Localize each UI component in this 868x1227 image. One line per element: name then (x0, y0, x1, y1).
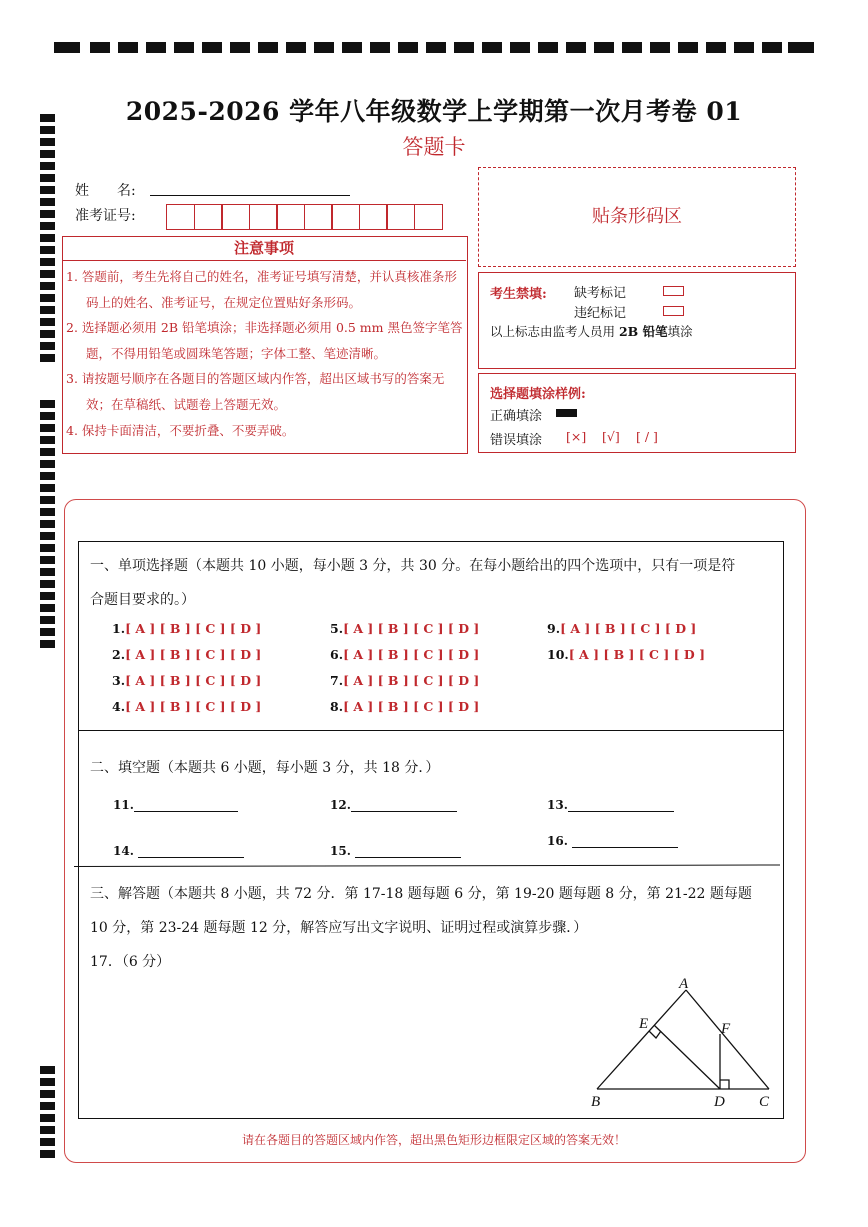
fill-blank-14[interactable] (113, 844, 244, 858)
question-number: 9. (547, 621, 561, 636)
discipline-mark-box[interactable] (663, 306, 684, 316)
timing-marks-top (54, 42, 814, 54)
section3-heading-line1: 三、解答题（本题共 8 小题，共 72 分．第 17-18 题每题 6 分，第 19-20 题每题 8 分，第 21-22 题每题 (90, 886, 752, 902)
choice-question-2[interactable] (112, 647, 261, 662)
question-number: 10. (547, 647, 569, 662)
blank-answer-line[interactable] (351, 810, 457, 812)
discipline-mark-label: 违纪标记 (574, 306, 627, 321)
section1-heading-line2: 合题目要求的。） (90, 592, 195, 608)
fill-blank-16[interactable] (547, 834, 678, 848)
choice-options[interactable]: [ A ] [ B ] [ C ] [ D ] (343, 673, 480, 688)
fill-blank-12[interactable] (330, 798, 457, 812)
blank-number: 15. (330, 844, 351, 858)
absent-mark-box[interactable] (663, 286, 684, 296)
id-digit-box[interactable] (166, 204, 195, 230)
blank-number: 12. (330, 798, 351, 812)
choice-question-5[interactable] (330, 621, 479, 636)
correct-fill-label: 正确填涂 (490, 409, 543, 424)
forbidden-note-bold: 2B 铅笔 (618, 324, 668, 339)
wrong-fill-label: 错误填涂 (490, 433, 543, 448)
notice-title: 注意事项 (62, 236, 466, 261)
notice-item: 2. 选择题必须用 2B 铅笔填涂；非选择题必须用 0.5 mm 黑色签字笔答题，不得用铅笔或圆珠笔答题；字体工整、笔迹清晰。 (66, 320, 463, 361)
choice-question-10[interactable] (547, 647, 705, 662)
segment-ed (654, 1025, 720, 1089)
id-digit-box[interactable] (221, 204, 250, 230)
side-ab (597, 990, 686, 1089)
right-angle-e (649, 1031, 661, 1038)
choice-options[interactable]: [ A ] [ B ] [ C ] [ D ] (125, 673, 262, 688)
choice-options[interactable]: [ A ] [ B ] [ C ] [ D ] (125, 621, 262, 636)
vertex-e: E (639, 1016, 649, 1032)
choice-options[interactable]: [ A ] [ B ] [ C ] [ D ] (125, 647, 262, 662)
choice-question-7[interactable] (330, 673, 479, 688)
id-digit-box[interactable] (249, 204, 278, 230)
choice-question-1[interactable] (112, 621, 261, 636)
barcode-area-label: 贴条形码区 (592, 206, 682, 227)
right-angle-d (720, 1080, 729, 1089)
blank-answer-line[interactable] (572, 846, 678, 848)
blank-number: 16. (547, 834, 568, 848)
vertex-f: F (721, 1021, 731, 1037)
vertex-d: D (714, 1094, 725, 1110)
choice-options[interactable]: [ A ] [ B ] [ C ] [ D ] (568, 647, 705, 662)
choice-question-3[interactable] (112, 673, 261, 688)
forbidden-label: 考生禁填: (490, 287, 547, 302)
choice-question-6[interactable] (330, 647, 479, 662)
section2-heading: 二、填空题（本题共 6 小题，每小题 3 分，共 18 分．） (90, 760, 440, 776)
blank-number: 14. (113, 844, 134, 858)
forbidden-note (490, 322, 693, 340)
fill-sample-title: 选择题填涂样例: (490, 387, 586, 402)
id-digit-box[interactable] (359, 204, 388, 230)
vertex-a: A (679, 976, 689, 992)
notice-item: 3. 请按题号顺序在各题目的答题区域内作答，超出区域书写的答案无效；在草稿纸、试题卷上答题无效。 (66, 371, 445, 412)
blank-answer-line[interactable] (134, 810, 238, 812)
choice-question-8[interactable] (330, 699, 479, 714)
choice-options[interactable]: [ A ] [ B ] [ C ] [ D ] (125, 699, 262, 714)
exam-title: 2025-2026 学年八年级数学上学期第一次月考卷 01 (125, 97, 743, 126)
blank-number: 13. (547, 798, 568, 812)
blank-answer-line[interactable] (355, 856, 461, 858)
choice-options[interactable]: [ A ] [ B ] [ C ] [ D ] (343, 647, 480, 662)
forbidden-note-suffix: 填涂 (667, 324, 693, 339)
id-digit-box[interactable] (276, 204, 305, 230)
choice-question-9[interactable] (547, 621, 696, 636)
choice-options[interactable]: [ A ] [ B ] [ C ] [ D ] (343, 699, 480, 714)
question-number: 8. (330, 699, 344, 714)
notice-item: 4. 保持卡面清洁，不要折叠、不要弄破。 (66, 422, 295, 438)
question-number: 7. (330, 673, 344, 688)
side-ac (686, 990, 769, 1089)
blank-number: 11. (113, 798, 134, 812)
exam-id-label: 准考证号: (75, 208, 136, 224)
choice-options[interactable]: [ A ] [ B ] [ C ] [ D ] (560, 621, 697, 636)
forbidden-note-prefix: 以上标志由监考人员用 (490, 324, 619, 339)
fill-blank-11[interactable] (113, 798, 238, 812)
wrong-fill-cross: [×] (566, 429, 587, 444)
choice-question-4[interactable] (112, 699, 261, 714)
question-17-label: 17．（6 分） (90, 954, 171, 970)
question-number: 2. (112, 647, 126, 662)
section3-heading-line2: 10 分，第 23-24 题每题 12 分，解答应写出文字说明、证明过程或演算步骤．） (90, 920, 588, 936)
absent-mark-label: 缺考标记 (574, 286, 627, 301)
timing-marks-left (0, 0, 60, 1227)
question-number: 4. (112, 699, 126, 714)
question-number: 5. (330, 621, 344, 636)
question-number: 3. (112, 673, 126, 688)
section1-heading-line1: 一、单项选择题（本题共 10 小题，每小题 3 分，共 30 分。在每小题给出的四个选项中，只有一项是符 (90, 558, 736, 574)
correct-fill-sample (556, 409, 577, 417)
name-input[interactable] (150, 194, 350, 196)
notice-list (66, 264, 464, 443)
vertex-c: C (759, 1094, 770, 1110)
blank-answer-line[interactable] (138, 856, 244, 858)
id-digit-box[interactable] (304, 204, 333, 230)
fill-blank-13[interactable] (547, 798, 674, 812)
id-digit-box[interactable] (331, 204, 360, 230)
answer-sheet-subtitle: 答题卡 (402, 135, 466, 159)
id-digit-box[interactable] (194, 204, 223, 230)
triangle-figure (585, 975, 785, 1115)
section-divider (78, 730, 784, 731)
id-digit-box[interactable] (386, 204, 415, 230)
question-number: 6. (330, 647, 344, 662)
choice-options[interactable]: [ A ] [ B ] [ C ] [ D ] (343, 621, 480, 636)
exam-id-boxes[interactable] (166, 204, 441, 230)
fill-blank-15[interactable] (330, 844, 461, 858)
blank-answer-line[interactable] (568, 810, 674, 812)
question-17-answer-area[interactable] (88, 975, 588, 1110)
notice-item: 1. 答题前，考生先将自己的姓名，准考证号填写清楚，并认真核准条形码上的姓名、准考证号，在规定位置贴好条形码。 (66, 269, 457, 310)
vertex-b: B (591, 1094, 601, 1110)
id-digit-box[interactable] (414, 204, 443, 230)
name-label: 姓 名: (75, 183, 136, 199)
question-number: 1. (112, 621, 126, 636)
footer-warning: 请在各题目的答题区域内作答，超出黑色矩形边框限定区域的答案无效！ (241, 1133, 626, 1147)
wrong-fill-check: [√] (602, 429, 620, 444)
wrong-fill-slash: [ / ] (636, 429, 658, 444)
